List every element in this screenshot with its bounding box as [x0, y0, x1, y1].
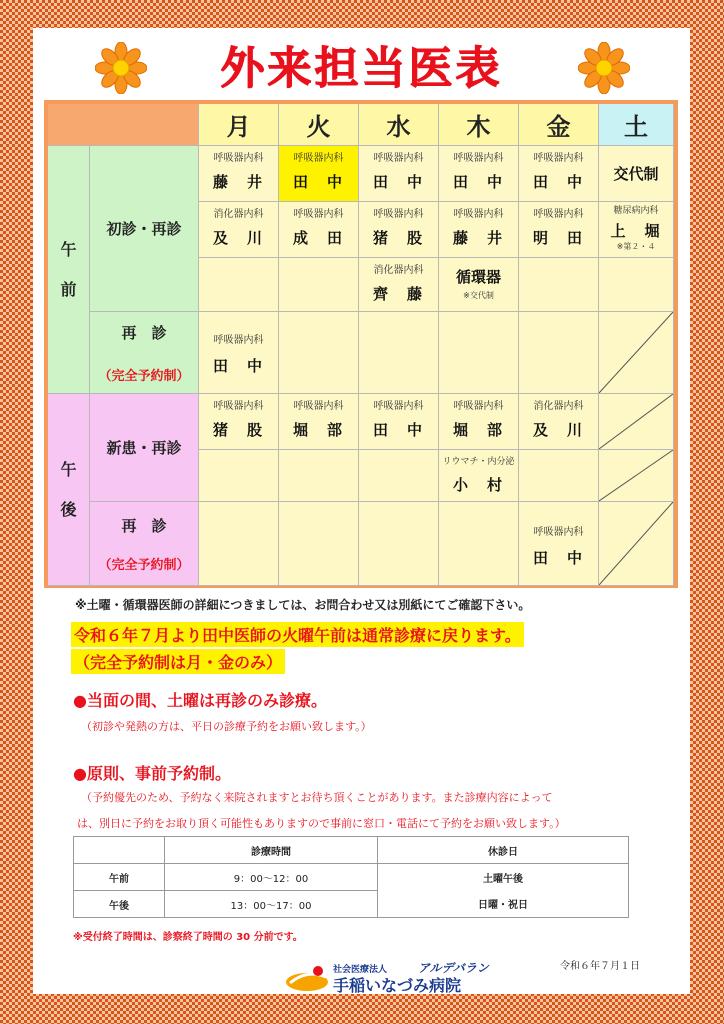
header-monday: 月	[199, 104, 279, 146]
department-label: 呼吸器内科	[373, 401, 424, 412]
row-label-pm-new-patient	[90, 394, 199, 502]
row-label-text: 初診・再診	[106, 220, 182, 238]
doctor-name: 小 村	[452, 476, 504, 494]
department-label: 呼吸器内科	[453, 153, 504, 164]
row-label-text: 再 診	[121, 323, 167, 342]
morning-label-char1: 午	[60, 239, 77, 259]
schedule-note: ※交代制	[463, 291, 494, 300]
doctor-name: 上 堀	[610, 222, 662, 240]
hours-am-label: 午前	[74, 864, 165, 891]
doctor-name: 及 川	[532, 421, 584, 439]
doctor-name: 明 田	[532, 229, 584, 247]
slot-am3-thu	[439, 258, 519, 312]
afternoon-label-char1: 午	[60, 459, 77, 479]
department-label: リウマチ・内分泌	[442, 457, 515, 467]
afternoon-label	[48, 394, 90, 586]
doctor-name: 猪 股	[212, 421, 264, 439]
consultation-hours-table	[73, 836, 629, 918]
row-label-am-first-visit	[90, 146, 199, 312]
footnote: ※土曜・循環器医師の詳細につきましては、お問合わせ又は別紙にてご確認下さい。	[75, 598, 531, 612]
hours-col-closed: 休診日	[378, 837, 629, 864]
closed-day-1: 土曜午後	[378, 864, 629, 891]
slot-am-revisit-tue	[279, 312, 359, 394]
slot-pm-revisit-mon	[199, 502, 279, 586]
slot-am2-tue	[279, 202, 359, 258]
slot-pm1-wed	[359, 394, 439, 450]
slot-pm-revisit-tue	[279, 502, 359, 586]
doctor-name: 循環器	[455, 268, 501, 286]
department-label: 呼吸器内科	[533, 153, 584, 164]
closed-slash	[599, 502, 674, 586]
doctor-name: 田 中	[532, 173, 584, 191]
slot-am1-fri	[519, 146, 599, 202]
slot-am3-tue	[279, 258, 359, 312]
header-saturday: 土	[599, 104, 674, 146]
slot-pm-revisit-fri	[519, 502, 599, 586]
hours-pm-label: 午後	[74, 891, 165, 918]
doctor-schedule-table	[44, 100, 678, 588]
department-label: 消化器内科	[213, 209, 264, 220]
slot-am3-wed	[359, 258, 439, 312]
doctor-name: 田 中	[372, 173, 424, 191]
reception-note: ※受付終了時間は、診察終了時間の 30 分前です。	[73, 932, 303, 943]
header-tuesday: 火	[279, 104, 359, 146]
hours-pm-time: 13：00〜17：00	[165, 891, 378, 918]
hours-am-time: 9：00〜12：00	[165, 864, 378, 891]
notice-heading-reservation: ●原則、事前予約制。	[73, 764, 231, 783]
department-label: 呼吸器内科	[453, 401, 504, 412]
morning-label	[48, 146, 90, 394]
doctor-name: 田 中	[292, 173, 344, 191]
doctor-name: 齊 藤	[372, 285, 424, 303]
row-label-pm-revisit	[90, 502, 199, 586]
slot-am1-thu	[439, 146, 519, 202]
notice-heading-saturday: ●当面の間、土曜は再診のみ診療。	[73, 691, 327, 710]
slot-pm1-fri	[519, 394, 599, 450]
doctor-name: 田 中	[372, 421, 424, 439]
afternoon-label-char2: 後	[60, 499, 77, 519]
slot-pm-revisit-thu	[439, 502, 519, 586]
slot-am-revisit-sat	[599, 312, 674, 394]
slot-pm1-sat	[599, 394, 674, 450]
department-label: 呼吸器内科	[213, 401, 264, 412]
department-label: 呼吸器内科	[373, 209, 424, 220]
slot-am1-wed	[359, 146, 439, 202]
department-label: 呼吸器内科	[213, 335, 264, 346]
slot-pm2-thu	[439, 450, 519, 502]
row-label-am-revisit	[90, 312, 199, 394]
row-label-subtext: （完全予約制）	[98, 557, 190, 573]
slot-pm2-fri	[519, 450, 599, 502]
department-label: 消化器内科	[533, 401, 584, 412]
schedule-note: ※第２・４	[616, 242, 656, 251]
corporation-name: アルデバラン	[418, 961, 489, 975]
department-label: 呼吸器内科	[293, 401, 344, 412]
slot-am1-tue	[279, 146, 359, 202]
slot-am3-mon	[199, 258, 279, 312]
header-friday: 金	[519, 104, 599, 146]
morning-label-char2: 前	[60, 279, 77, 299]
notice-text-reservation-2: は、別日に予約をお取り頂く可能性もありますので事前に窓口・電話にて予約をお願い致します。）	[77, 817, 566, 830]
closed-slash	[599, 312, 674, 394]
hospital-logo-icon	[284, 963, 330, 993]
slot-pm1-thu	[439, 394, 519, 450]
doctor-name: 成 田	[292, 229, 344, 247]
notice-text-reservation-1: （予約優先のため、予約なく来院されますとお待ち頂くことがあります。また診療内容によって	[81, 791, 553, 804]
slot-am2-sat	[599, 202, 674, 258]
header-corner	[48, 104, 199, 146]
doctor-name: 田 中	[532, 549, 584, 567]
header-thursday: 木	[439, 104, 519, 146]
slot-am3-sat	[599, 258, 674, 312]
page-title: 外来担当医表	[220, 43, 503, 94]
closed-slash	[599, 394, 674, 450]
slot-am2-fri	[519, 202, 599, 258]
doctor-name: 交代制	[613, 165, 659, 183]
closed-day-2: 日曜・祝日	[378, 891, 629, 918]
doctor-name: 堀 部	[292, 421, 344, 439]
department-label: 呼吸器内科	[533, 527, 584, 538]
slot-pm-revisit-sat	[599, 502, 674, 586]
slot-am-revisit-fri	[519, 312, 599, 394]
hours-corner	[74, 837, 165, 864]
department-label: 呼吸器内科	[373, 153, 424, 164]
doctor-name: 田 中	[212, 357, 264, 375]
closed-slash	[599, 450, 674, 502]
department-label: 呼吸器内科	[293, 153, 344, 164]
header-wednesday: 水	[359, 104, 439, 146]
slot-pm2-mon	[199, 450, 279, 502]
slot-pm-revisit-wed	[359, 502, 439, 586]
slot-am-revisit-wed	[359, 312, 439, 394]
slot-am2-thu	[439, 202, 519, 258]
issue-date: 令和６年７月１日	[560, 961, 640, 972]
slot-pm1-tue	[279, 394, 359, 450]
hours-col-time: 診療時間	[165, 837, 378, 864]
slot-am2-mon	[199, 202, 279, 258]
announcement-banner: 令和６年７月より田中医師の火曜午前は通常診療に戻ります。	[71, 622, 524, 647]
slot-am1-mon	[199, 146, 279, 202]
department-label: 消化器内科	[373, 265, 424, 276]
department-label: 呼吸器内科	[453, 209, 504, 220]
department-label: 呼吸器内科	[293, 209, 344, 220]
doctor-name: 田 中	[452, 173, 504, 191]
hospital-name: 手稲いなづみ病院	[333, 976, 462, 995]
doctor-name: 及 川	[212, 229, 264, 247]
doctor-name: 堀 部	[452, 421, 504, 439]
doctor-name: 藤 井	[452, 229, 504, 247]
department-label: 呼吸器内科	[533, 209, 584, 220]
slot-am3-fri	[519, 258, 599, 312]
announcement-banner-sub: （完全予約制は月・金のみ）	[71, 649, 285, 674]
slot-pm2-sat	[599, 450, 674, 502]
row-label-subtext: （完全予約制）	[98, 368, 190, 384]
poster-page	[33, 28, 690, 994]
slot-am-revisit-thu	[439, 312, 519, 394]
slot-pm2-tue	[279, 450, 359, 502]
doctor-name: 藤 井	[212, 173, 264, 191]
slot-pm2-wed	[359, 450, 439, 502]
row-label-text: 新患・再診	[106, 439, 182, 457]
notice-text-saturday: （初診や発熱の方は、平日の診療予約をお願い致します。）	[81, 720, 372, 733]
slot-am-revisit-mon	[199, 312, 279, 394]
row-label-text: 再 診	[121, 516, 167, 535]
department-label: 呼吸器内科	[213, 153, 264, 164]
slot-am1-sat	[599, 146, 674, 202]
slot-am2-wed	[359, 202, 439, 258]
department-label: 糖尿病内科	[613, 206, 659, 216]
corporation-label: 社会医療法人	[333, 965, 388, 975]
slot-pm1-mon	[199, 394, 279, 450]
doctor-name: 猪 股	[372, 229, 424, 247]
